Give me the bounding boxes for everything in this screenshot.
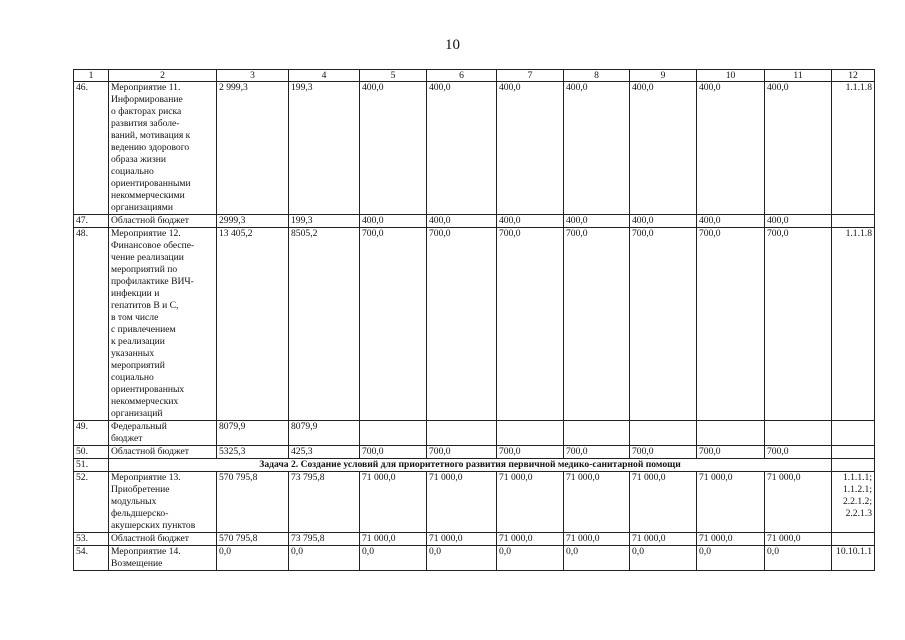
column-number-cell: 6 bbox=[427, 70, 497, 82]
amount-cell: 8079,9 bbox=[289, 421, 360, 446]
amount-cell: 700,0 bbox=[765, 446, 832, 459]
amount-cell: 71 000,0 bbox=[497, 533, 564, 546]
amount-cell: 400,0 bbox=[360, 82, 427, 215]
activity-name-cell: Областной бюджет bbox=[109, 533, 217, 546]
amount-cell: 400,0 bbox=[765, 82, 832, 215]
indicator-code-cell: 1.1.1.1; 1.1.2.1; 2.2.1.2; 2.2.1.3 bbox=[832, 472, 875, 533]
amount-cell: 71 000,0 bbox=[765, 472, 832, 533]
amount-cell: 0,0 bbox=[427, 546, 497, 571]
activity-name-cell: Областной бюджет bbox=[109, 446, 217, 459]
row-number-cell: 49. bbox=[74, 421, 109, 446]
table-body bbox=[74, 70, 875, 571]
column-number-cell: 1 bbox=[74, 70, 109, 82]
amount-cell: 700,0 bbox=[630, 228, 697, 421]
amount-cell: 71 000,0 bbox=[630, 472, 697, 533]
table-row bbox=[74, 533, 875, 546]
column-number-cell: 10 bbox=[697, 70, 765, 82]
amount-cell: 71 000,0 bbox=[360, 472, 427, 533]
amount-cell: 570 795,8 bbox=[217, 533, 289, 546]
amount-cell: 73 795,8 bbox=[289, 533, 360, 546]
amount-cell: 0,0 bbox=[360, 546, 427, 571]
amount-cell: 71 000,0 bbox=[427, 472, 497, 533]
column-number-cell: 7 bbox=[497, 70, 564, 82]
amount-cell: 400,0 bbox=[765, 215, 832, 228]
amount-cell: 13 405,2 bbox=[217, 228, 289, 421]
indicator-code-cell bbox=[832, 533, 875, 546]
amount-cell: 5325,3 bbox=[217, 446, 289, 459]
amount-cell: 400,0 bbox=[497, 215, 564, 228]
amount-cell bbox=[427, 421, 497, 446]
amount-cell bbox=[497, 421, 564, 446]
table-row bbox=[74, 82, 875, 215]
column-number-cell: 11 bbox=[765, 70, 832, 82]
amount-cell: 8079,9 bbox=[217, 421, 289, 446]
amount-cell: 700,0 bbox=[765, 228, 832, 421]
activity-name-cell: Областной бюджет bbox=[109, 215, 217, 228]
amount-cell: 2999,3 bbox=[217, 215, 289, 228]
amount-cell: 71 000,0 bbox=[497, 472, 564, 533]
activity-name-cell: Мероприятие 14. Возмещение bbox=[109, 546, 217, 571]
indicator-code-cell: 10.10.1.1 bbox=[832, 546, 875, 571]
indicator-code-cell bbox=[832, 421, 875, 446]
amount-cell bbox=[765, 421, 832, 446]
amount-cell bbox=[630, 421, 697, 446]
amount-cell: 700,0 bbox=[427, 228, 497, 421]
amount-cell: 700,0 bbox=[630, 446, 697, 459]
page-number: 10 bbox=[445, 37, 460, 53]
code-cell bbox=[832, 459, 875, 472]
amount-cell: 0,0 bbox=[697, 546, 765, 571]
row-number-cell: 51. bbox=[74, 459, 109, 472]
amount-cell: 425,3 bbox=[289, 446, 360, 459]
amount-cell: 700,0 bbox=[497, 446, 564, 459]
column-number-cell: 3 bbox=[217, 70, 289, 82]
amount-cell: 400,0 bbox=[427, 82, 497, 215]
row-number-cell: 46. bbox=[74, 82, 109, 215]
amount-cell: 71 000,0 bbox=[564, 472, 630, 533]
amount-cell: 0,0 bbox=[765, 546, 832, 571]
amount-cell: 71 000,0 bbox=[360, 533, 427, 546]
amount-cell: 199,3 bbox=[289, 215, 360, 228]
row-number-cell: 54. bbox=[74, 546, 109, 571]
activity-name-cell: Мероприятие 13. Приобретение модульных фельдшерско- акушерских пунктов bbox=[109, 472, 217, 533]
amount-cell: 700,0 bbox=[427, 446, 497, 459]
indicator-code-cell bbox=[832, 446, 875, 459]
amount-cell: 700,0 bbox=[697, 446, 765, 459]
amount-cell bbox=[564, 421, 630, 446]
activity-name-cell: Федеральный бюджет bbox=[109, 421, 217, 446]
amount-cell: 0,0 bbox=[564, 546, 630, 571]
column-number-cell: 5 bbox=[360, 70, 427, 82]
table-row bbox=[74, 421, 875, 446]
column-number-cell: 2 bbox=[109, 70, 217, 82]
amount-cell: 71 000,0 bbox=[765, 533, 832, 546]
activity-name-cell: Мероприятие 11. Информирование о факторах риска развития заболе- ваний, мотивация к ведению здорового образа жизни социально ориентированными некоммерческими организациями bbox=[109, 82, 217, 215]
indicator-code-cell: 1.1.1.8 bbox=[832, 228, 875, 421]
amount-cell: 71 000,0 bbox=[697, 472, 765, 533]
amount-cell: 400,0 bbox=[630, 82, 697, 215]
amount-cell: 400,0 bbox=[697, 215, 765, 228]
table-row bbox=[74, 446, 875, 459]
amount-cell: 400,0 bbox=[697, 82, 765, 215]
indicator-code-cell bbox=[832, 215, 875, 228]
column-number-cell: 9 bbox=[630, 70, 697, 82]
column-number-cell: 4 bbox=[289, 70, 360, 82]
column-number-cell: 8 bbox=[564, 70, 630, 82]
amount-cell: 2 999,3 bbox=[217, 82, 289, 215]
amount-cell: 0,0 bbox=[289, 546, 360, 571]
amount-cell: 400,0 bbox=[564, 82, 630, 215]
amount-cell: 71 000,0 bbox=[564, 533, 630, 546]
table-row bbox=[74, 546, 875, 571]
amount-cell: 0,0 bbox=[497, 546, 564, 571]
amount-cell: 199,3 bbox=[289, 82, 360, 215]
amount-cell: 400,0 bbox=[497, 82, 564, 215]
activity-name-cell: Мероприятие 12. Финансовое обеспе- чение реализации мероприятий по профилактике ВИЧ- инфекции и гепатитов В и С, в том числе с привлечением к реализации указанных мероприятий социально ориентированных некоммерческих организаций bbox=[109, 228, 217, 421]
amount-cell bbox=[697, 421, 765, 446]
amount-cell: 0,0 bbox=[630, 546, 697, 571]
amount-cell: 71 000,0 bbox=[427, 533, 497, 546]
amount-cell: 700,0 bbox=[360, 446, 427, 459]
table-row bbox=[74, 472, 875, 533]
row-number-cell: 50. bbox=[74, 446, 109, 459]
row-number-cell: 48. bbox=[74, 228, 109, 421]
column-number-row bbox=[74, 70, 875, 82]
amount-cell: 700,0 bbox=[564, 446, 630, 459]
amount-cell: 700,0 bbox=[697, 228, 765, 421]
amount-cell: 700,0 bbox=[564, 228, 630, 421]
row-number-cell: 47. bbox=[74, 215, 109, 228]
task-title-cell: Задача 2. Создание условий для приоритетного развития первичной медико-санитарной помощи bbox=[109, 459, 832, 472]
indicator-code-cell: 1.1.1.8 bbox=[832, 82, 875, 215]
amount-cell: 71 000,0 bbox=[630, 533, 697, 546]
amount-cell: 0,0 bbox=[217, 546, 289, 571]
amount-cell: 73 795,8 bbox=[289, 472, 360, 533]
amount-cell: 700,0 bbox=[497, 228, 564, 421]
budget-table bbox=[73, 69, 875, 571]
amount-cell: 71 000,0 bbox=[697, 533, 765, 546]
row-number-cell: 52. bbox=[74, 472, 109, 533]
amount-cell: 400,0 bbox=[427, 215, 497, 228]
row-number-cell: 53. bbox=[74, 533, 109, 546]
amount-cell: 700,0 bbox=[360, 228, 427, 421]
amount-cell: 400,0 bbox=[360, 215, 427, 228]
task-heading-row bbox=[74, 459, 875, 472]
amount-cell: 8505,2 bbox=[289, 228, 360, 421]
column-number-cell: 12 bbox=[832, 70, 875, 82]
table-row bbox=[74, 215, 875, 228]
amount-cell: 400,0 bbox=[564, 215, 630, 228]
amount-cell bbox=[360, 421, 427, 446]
table-row bbox=[74, 228, 875, 421]
amount-cell: 400,0 bbox=[630, 215, 697, 228]
amount-cell: 570 795,8 bbox=[217, 472, 289, 533]
